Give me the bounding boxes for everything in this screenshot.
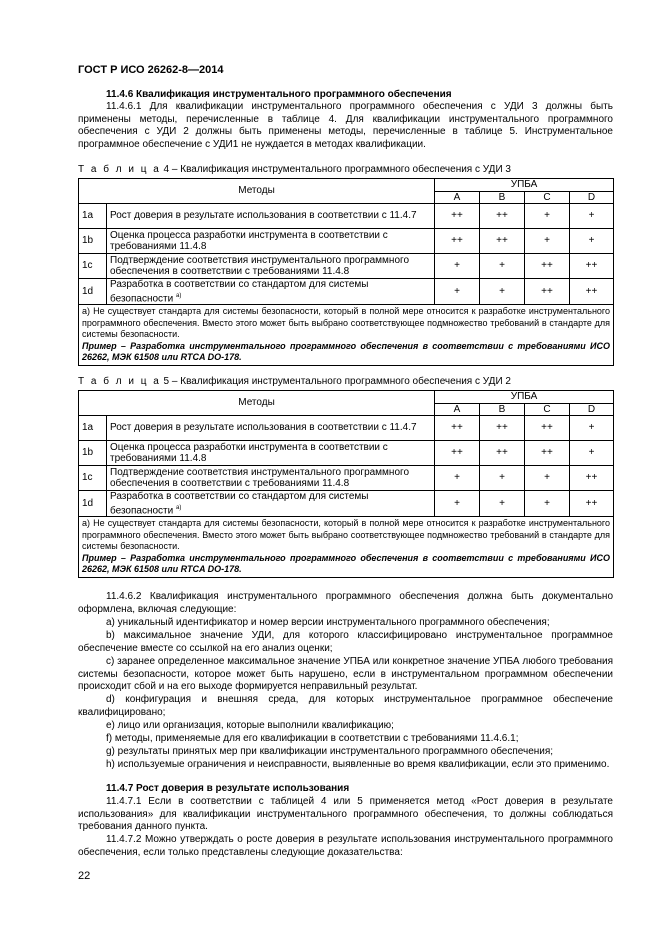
cell-a: + bbox=[435, 279, 480, 305]
table-note bbox=[79, 517, 614, 578]
row-method bbox=[107, 491, 435, 517]
table-row bbox=[79, 466, 614, 491]
cell-a: + bbox=[435, 491, 480, 517]
list-item: f) методы, применяемые для его квалификации в соответствии с требованиями 11.4.6.1; bbox=[106, 733, 519, 744]
row-method-text: Разработка в соответствии со стандартом для системы безопасности bbox=[110, 279, 369, 304]
cell-c: + bbox=[525, 229, 570, 254]
row-method: Оценка процесса разработки инструмента в соответствии с требованиями 11.4.8 bbox=[107, 229, 435, 254]
cell-c: + bbox=[525, 491, 570, 517]
cell-b: ++ bbox=[480, 441, 525, 466]
table-row bbox=[79, 416, 614, 441]
table-row bbox=[79, 441, 614, 466]
footnote-text: a) Не существует стандарта для системы безопасности, который в полной мере относится к разработке инструментального программного обеспечения. Вместо этого может быть выбрано соответствующее подмножество требований в стандарте для системы безопасности. bbox=[82, 518, 611, 552]
cell-c: ++ bbox=[525, 416, 570, 441]
cell-b: + bbox=[480, 491, 525, 517]
cell-b: + bbox=[480, 466, 525, 491]
cell-d: + bbox=[570, 441, 614, 466]
cell-d: ++ bbox=[570, 279, 614, 305]
table4-caption-prefix: Т а б л и ц а bbox=[78, 164, 161, 175]
col-b-header: B bbox=[480, 191, 525, 204]
cell-a: ++ bbox=[435, 229, 480, 254]
cell-d: + bbox=[570, 204, 614, 229]
row-method: Подтверждение соответствия инструментального программного обеспечения в соответствии с требованиями 11.4.8 bbox=[107, 466, 435, 491]
list-item: h) используемые ограничения и неисправности, выявленные во время квалификации, если это применимо. bbox=[106, 759, 610, 770]
cell-a: + bbox=[435, 466, 480, 491]
list-item: d) конфигурация и внешняя среда, для которых инструментальное программное обеспечение квалифицировано; bbox=[78, 694, 613, 718]
table4-caption-text: 4 – Квалификация инструментального программного обеспечения с УДИ 3 bbox=[160, 164, 511, 175]
section-title-11-4-7: 11.4.7 Рост доверия в результате использования bbox=[106, 783, 350, 794]
page-number: 22 bbox=[78, 870, 91, 882]
cell-a: + bbox=[435, 254, 480, 279]
cell-b: ++ bbox=[480, 204, 525, 229]
table-row bbox=[79, 279, 614, 305]
row-id: 1b bbox=[79, 441, 107, 466]
col-a-header: A bbox=[435, 403, 480, 416]
cell-d: ++ bbox=[570, 254, 614, 279]
cell-c: ++ bbox=[525, 279, 570, 305]
list-item: c) заранее определенное максимальное значение УПБА или конкретное значение УПБА любого требования системы безопасности, которое может быть нарушено, если в инструментальном программном обеспечении происходит сбой и на его выходе формируется неправильный результат. bbox=[78, 656, 613, 693]
row-method: Рост доверия в результате использования в соответствии с 11.4.7 bbox=[107, 416, 435, 441]
example-text: Пример – Разработка инструментального программного обеспечения в соответствии с требованиями ИСО 26262, МЭК 61508 или RTCA DO-178. bbox=[82, 340, 611, 363]
paragraph-11-4-7-1: 11.4.7.1 Если в соответствии с таблицей 4 или 5 применяется метод «Рост доверия в результате использования» для квалификации инструментального программного обеспечения, то должны соблюдаться требования данного пункта. bbox=[78, 796, 613, 833]
cell-d: + bbox=[570, 416, 614, 441]
row-id: 1d bbox=[79, 279, 107, 305]
cell-b: ++ bbox=[480, 229, 525, 254]
row-id: 1b bbox=[79, 229, 107, 254]
row-method: Оценка процесса разработки инструмента в соответствии с требованиями 11.4.8 bbox=[107, 441, 435, 466]
row-id: 1c bbox=[79, 254, 107, 279]
table-row bbox=[79, 204, 614, 229]
row-method bbox=[107, 279, 435, 305]
cell-d: ++ bbox=[570, 466, 614, 491]
table-row bbox=[79, 491, 614, 517]
cell-a: ++ bbox=[435, 204, 480, 229]
list-item: g) результаты принятых мер при квалификации инструментального программного обеспечения; bbox=[106, 746, 554, 757]
cell-a: ++ bbox=[435, 441, 480, 466]
footnote-marker: a) bbox=[176, 504, 182, 511]
cell-a: ++ bbox=[435, 416, 480, 441]
row-id: 1c bbox=[79, 466, 107, 491]
list-item: a) уникальный идентификатор и номер версии инструментального программного обеспечения; bbox=[106, 617, 550, 628]
table-5 bbox=[78, 390, 614, 578]
col-c-header: C bbox=[525, 403, 570, 416]
table-row bbox=[79, 229, 614, 254]
cell-c: + bbox=[525, 204, 570, 229]
footnote-text: a) Не существует стандарта для системы безопасности, который в полной мере относится к разработке инструментального программного обеспечения. Вместо этого может быть выбрано соответствующее подмножество требований в стандарте для системы безопасности. bbox=[82, 306, 611, 340]
col-c-header: C bbox=[525, 191, 570, 204]
upba-header: УПБА bbox=[435, 179, 614, 192]
cell-d: ++ bbox=[570, 491, 614, 517]
row-method: Подтверждение соответствия инструментального программного обеспечения в соответствии с требованиями 11.4.8 bbox=[107, 254, 435, 279]
cell-b: + bbox=[480, 279, 525, 305]
document-header: ГОСТ Р ИСО 26262-8—2014 bbox=[78, 64, 224, 76]
cell-c: ++ bbox=[525, 441, 570, 466]
methods-header: Методы bbox=[79, 391, 435, 416]
cell-b: ++ bbox=[480, 416, 525, 441]
col-d-header: D bbox=[570, 403, 614, 416]
cell-b: + bbox=[480, 254, 525, 279]
row-id: 1d bbox=[79, 491, 107, 517]
table5-caption-text: 5 – Квалификация инструментального программного обеспечения с УДИ 2 bbox=[160, 376, 511, 387]
col-b-header: B bbox=[480, 403, 525, 416]
row-id: 1a bbox=[79, 416, 107, 441]
col-a-header: A bbox=[435, 191, 480, 204]
paragraph-11-4-7-2: 11.4.7.2 Можно утверждать о росте доверия в результате использования инструментального программного обеспечения, если только представлены следующие доказательства: bbox=[78, 834, 613, 858]
section-title-11-4-6: 11.4.6 Квалификация инструментального программного обеспечения bbox=[106, 89, 452, 100]
cell-c: ++ bbox=[525, 254, 570, 279]
row-method: Рост доверия в результате использования в соответствии с 11.4.7 bbox=[107, 204, 435, 229]
table-note bbox=[79, 305, 614, 366]
table5-caption-prefix: Т а б л и ц а bbox=[78, 376, 161, 387]
row-method-text: Разработка в соответствии со стандартом для системы безопасности bbox=[110, 491, 369, 516]
cell-c: + bbox=[525, 466, 570, 491]
list-item: e) лицо или организация, которые выполнили квалификацию; bbox=[106, 720, 394, 731]
cell-d: + bbox=[570, 229, 614, 254]
list-item: b) максимальное значение УДИ, для которого классифицировано инструментальное программное обеспечение вместе со ссылкой на его анализ оценки; bbox=[78, 630, 613, 654]
table5-caption bbox=[78, 376, 511, 387]
col-d-header: D bbox=[570, 191, 614, 204]
table4-caption bbox=[78, 164, 511, 175]
paragraph-11-4-6-2: 11.4.6.2 Квалификация инструментального программного обеспечения должна быть документально оформлена, включая следующие: bbox=[78, 591, 613, 615]
methods-header: Методы bbox=[79, 179, 435, 204]
row-id: 1a bbox=[79, 204, 107, 229]
table-row bbox=[79, 254, 614, 279]
paragraph-11-4-6-1: 11.4.6.1 Для квалификации инструментального программного обеспечения с УДИ 3 должны быть применены методы, перечисленные в таблице 4. Для квалификации инструментального программного обеспечения с УДИ 2 должны быть применены методы, перечисленные в таблице 5. Инструментальное программное обеспечение с УДИ1 не нуждается в методах квалификации. bbox=[78, 101, 613, 150]
upba-header: УПБА bbox=[435, 391, 614, 404]
footnote-marker: a) bbox=[176, 292, 182, 299]
example-text: Пример – Разработка инструментального программного обеспечения в соответствии с требованиями ИСО 26262, МЭК 61508 или RTCA DO-178. bbox=[82, 552, 611, 575]
table-4 bbox=[78, 178, 614, 366]
